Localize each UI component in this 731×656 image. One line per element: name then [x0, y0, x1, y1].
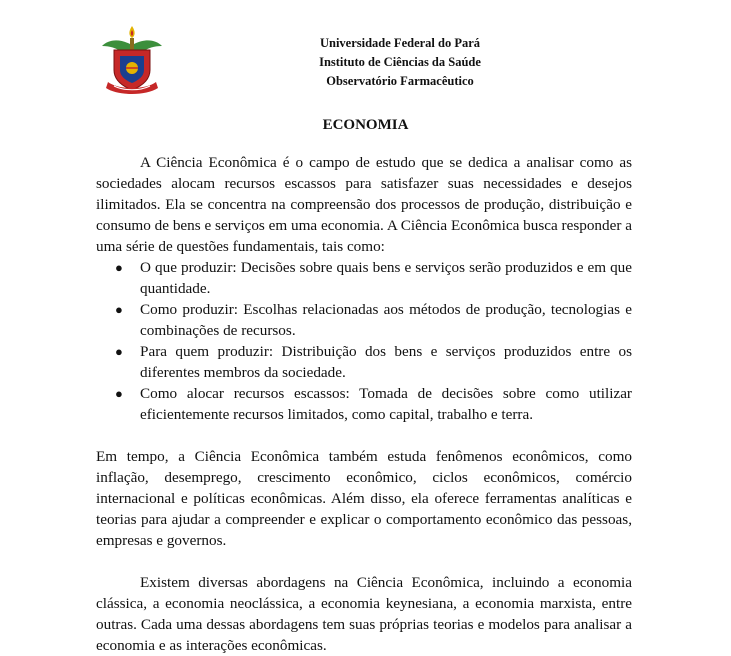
bullet-icon: ● [115, 302, 123, 317]
institution-header [200, 34, 600, 91]
list-item [115, 257, 632, 299]
list-item-text: Para quem produzir: Distribuição dos bens e serviços produzidos entre os diferentes membros da sociedade. [140, 343, 632, 381]
document-title: ECONOMIA [322, 117, 409, 133]
list-item-text: Como alocar recursos escassos: Tomada de decisões sobre como utilizar eficientemente recursos limitados, como capital, trabalho e terra. [140, 385, 632, 423]
bullet-icon: ● [115, 344, 123, 359]
list-item [115, 383, 632, 425]
paragraph-intro: A Ciência Econômica é o campo de estudo que se dedica a analisar como as sociedades alocam recursos escassos para satisfazer suas necessidades e desejos ilimitados. Ela se concentra na compreensão dos processos de produção, distribuição e consumo de bens e serviços em uma economia. A Ciência Econômica busca responder a uma série de questões fundamentais, tais como: [96, 154, 632, 255]
questions-list [96, 257, 632, 425]
bullet-icon: ● [115, 260, 123, 275]
list-item-text: Como produzir: Escolhas relacionadas aos métodos de produção, tecnologias e combinações de recursos. [140, 301, 632, 339]
paragraph-third: Existem diversas abordagens na Ciência Econômica, incluindo a economia clássica, a economia neoclássica, a economia keynesiana, a economia marxista, entre outras. Cada uma dessas abordagens tem suas próprias teorias e modelos para analisar a economia e as interações econômicas. [96, 574, 632, 654]
bullet-icon: ● [115, 386, 123, 401]
paragraph-second: Em tempo, a Ciência Econômica também estuda fenômenos econômicos, como inflação, desemprego, crescimento econômico, ciclos econômicos, comércio internacional e políticas econômicas. Além disso, ela oferece ferramentas analíticas e teorias para ajudar a compreender e explicar o comportamento econômico das pessoas, empresas e governos. [96, 448, 632, 549]
header-observatory: Observatório Farmacêutico [326, 74, 474, 88]
university-crest-icon [100, 24, 164, 96]
list-item [115, 341, 632, 383]
header-institute: Instituto de Ciências da Saúde [319, 55, 481, 69]
list-item-text: O que produzir: Decisões sobre quais bens e serviços serão produzidos e em que quantidade. [140, 259, 632, 297]
header-university: Universidade Federal do Pará [319, 36, 481, 50]
list-item [115, 299, 632, 341]
document-body [96, 152, 632, 656]
